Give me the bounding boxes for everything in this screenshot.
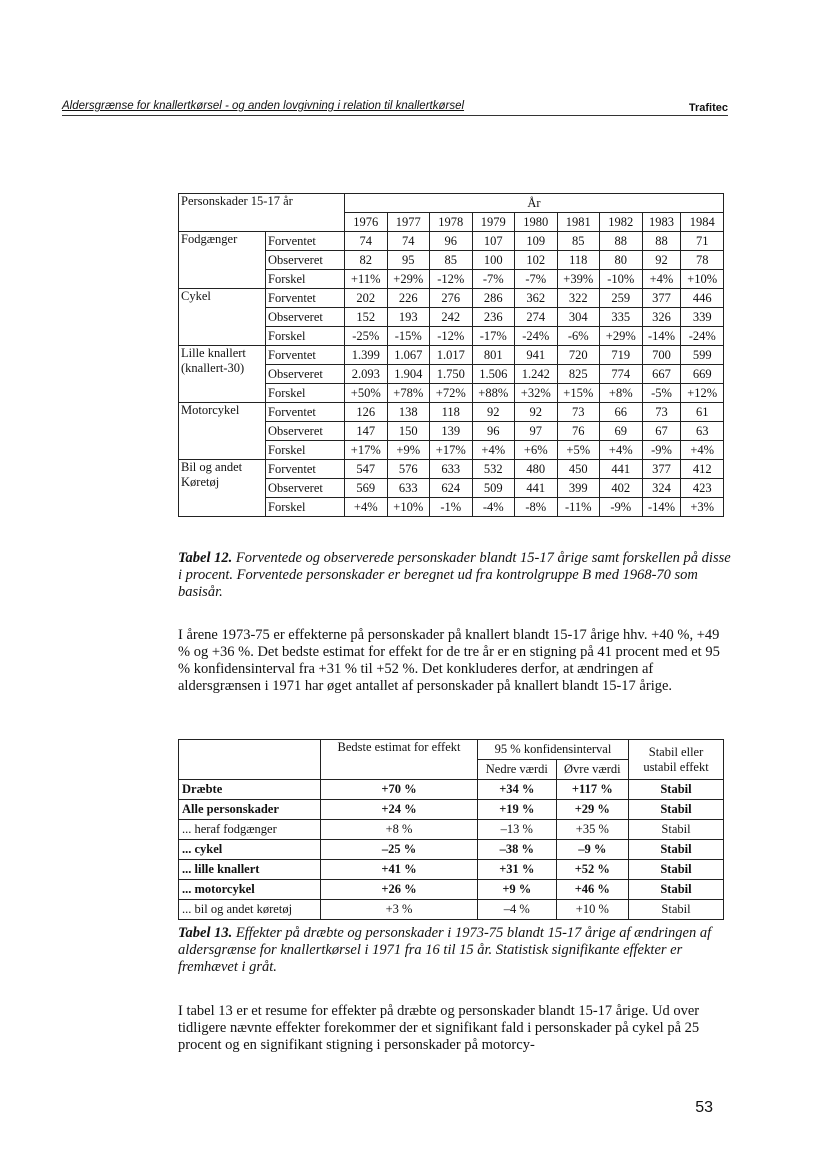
table-12-cell: 73 [557,403,600,422]
table-12-cell: 92 [515,403,558,422]
table-12-year-cell: 1979 [472,213,515,232]
table-12-cell: 109 [515,232,558,251]
table-13-row [179,800,724,820]
table-12-cell: +17% [430,441,473,460]
table-12-cell: 63 [681,422,724,441]
table-12-cell: -9% [600,498,643,517]
table-12-cell: +15% [557,384,600,403]
table-13-estimate: +24 % [321,800,478,820]
table-12-cell: 377 [642,289,681,308]
table-12-row [179,403,724,422]
table-13-row [179,880,724,900]
table-13-header-upper: Øvre værdi [556,760,628,780]
table-12-cell: 1.017 [430,346,473,365]
table-13-estimate: –25 % [321,840,478,860]
table-13-upper: –9 % [556,840,628,860]
table-12-year-cell: 1977 [387,213,430,232]
table-12-cell: 61 [681,403,724,422]
table-12-cell: 236 [472,308,515,327]
table-12-cell: 276 [430,289,473,308]
table-12-row-label: Observeret [266,365,345,384]
table-13-lower: +31 % [478,860,557,880]
caption-13-label: Tabel 13. [178,925,233,941]
table-12-cell: 633 [430,460,473,479]
table-13-stable: Stabil [629,880,724,900]
table-12-cell: 95 [387,251,430,270]
table-12-cell: 139 [430,422,473,441]
table-12-cell: -14% [642,498,681,517]
table-12-cell: 801 [472,346,515,365]
table-13-row-label: ... motorcykel [179,880,321,900]
header-rule [62,115,728,116]
table-12-cell: 97 [515,422,558,441]
table-12-cell: 402 [600,479,643,498]
table-12-cell: 1.242 [515,365,558,384]
table-12-cell: -7% [472,270,515,289]
table-13 [178,739,724,920]
table-12-cell: 339 [681,308,724,327]
table-12-cell: 335 [600,308,643,327]
table-12-row-label: Forskel [266,498,345,517]
table-13-estimate: +70 % [321,780,478,800]
table-12-cell: +10% [681,270,724,289]
table-12-cell: 667 [642,365,681,384]
table-13-header-ci: 95 % konfidensinterval [478,740,629,760]
paragraph-2: I tabel 13 er et resume for effekter på dræbte og personskader blandt 15-17 årige. Ud over tidligere nævnte effekter forekommer der et signifikant fald i personskader på cykel på 25 procent og en signifikant stigning i personskader på motorcy- [178,1003,700,1053]
table-12-cell: -11% [557,498,600,517]
table-12-cell: +17% [345,441,388,460]
table-12-cell: 480 [515,460,558,479]
table-13-stable: Stabil [629,800,724,820]
table-12-cell: +9% [387,441,430,460]
table-12-cell: 547 [345,460,388,479]
table-13-header-stable: Stabil eller ustabil effekt [629,740,724,780]
table-12-row-label: Observeret [266,308,345,327]
table-12-cell: 126 [345,403,388,422]
table-12-cell: 326 [642,308,681,327]
table-13-header-estimate: Bedste estimat for effekt [321,740,478,780]
table-12-cell: +78% [387,384,430,403]
table-12-cell: 599 [681,346,724,365]
table-12-row-label: Forventet [266,232,345,251]
table-12-group-label: Lille knallert (knallert-30) [179,346,266,403]
page-number: 53 [695,1099,713,1116]
table-12-cell: -10% [600,270,643,289]
table-13-upper: +117 % [556,780,628,800]
table-12-cell: -1% [430,498,473,517]
table-12-cell: 147 [345,422,388,441]
page-header [62,100,728,116]
table-12-cell: 88 [642,232,681,251]
table-12-cell: +50% [345,384,388,403]
table-13-estimate: +26 % [321,880,478,900]
table-12-cell: +3% [681,498,724,517]
table-13-lower: +9 % [478,880,557,900]
table-12-cell: 92 [642,251,681,270]
table-12-row-label: Forskel [266,327,345,346]
table-12-cell: 71 [681,232,724,251]
table-13-upper: +46 % [556,880,628,900]
table-12-cell: 66 [600,403,643,422]
table-12-cell: 76 [557,422,600,441]
table-12-cell: 202 [345,289,388,308]
table-12-group-label: Bil og andet Køretøj [179,460,266,517]
table-13-row [179,820,724,840]
table-12-cell: 624 [430,479,473,498]
table-12-cell: +72% [430,384,473,403]
caption-13-text: Effekter på dræbte og personskader i 1973-75 blandt 15-17 årige af ændringen af aldersgrænse for knallertkørsel i 1971 fra 16 til 15 år. Statistisk signifikante effekter er fremhævet i gråt. [178,925,712,975]
table-12-cell: 73 [642,403,681,422]
table-12-cell: -12% [430,327,473,346]
table-12-cell: 825 [557,365,600,384]
table-12-cell: 1.750 [430,365,473,384]
table-12-cell: +10% [387,498,430,517]
table-12-cell: 941 [515,346,558,365]
table-12-cell: +5% [557,441,600,460]
table-12-cell: 67 [642,422,681,441]
table-13-upper: +35 % [556,820,628,840]
table-12-cell: 450 [557,460,600,479]
table-12-cell: 399 [557,479,600,498]
table-13-stable: Stabil [629,820,724,840]
table-12 [178,193,724,517]
table-12-group-label: Cykel [179,289,266,346]
table-13-corner [179,740,321,780]
table-12-cell: 362 [515,289,558,308]
table-12-year-cell: 1983 [642,213,681,232]
table-13-row [179,840,724,860]
table-12-cell: 441 [515,479,558,498]
caption-13 [178,925,738,976]
table-12-year-cell: 1981 [557,213,600,232]
table-13-row-label: ... heraf fodgænger [179,820,321,840]
table-12-cell: -25% [345,327,388,346]
table-12-cell: 74 [387,232,430,251]
table-12-cell: +29% [387,270,430,289]
table-13-upper: +29 % [556,800,628,820]
table-12-cell: 1.399 [345,346,388,365]
table-12-cell: 85 [430,251,473,270]
table-12-row-label: Observeret [266,251,345,270]
table-12-cell: 774 [600,365,643,384]
table-12-cell: 1.904 [387,365,430,384]
table-12-row [179,460,724,479]
table-12-cell: 100 [472,251,515,270]
table-12-cell: 441 [600,460,643,479]
table-12-year-cell: 1982 [600,213,643,232]
paragraph-1: I årene 1973-75 er effekterne på personskader på knallert blandt 15-17 årige hhv. +40 %, +49 % og +36 %. Det bedste estimat for effekt for de tre år er en stigning på 41 procent med et 95 % konfidensinterval fra +31 % til +52 %. Det konkluderes derfor, at ændringen af aldersgrænsen i 1971 har øget antallet af personskader på knallert blandt 15-17 årige. [178,627,720,694]
header-title: Aldersgrænse for knallertkørsel - og anden lovgivning i relation til knallertkørsel [62,100,465,112]
table-12-cell: 377 [642,460,681,479]
table-13-lower: –4 % [478,900,557,920]
table-12-cell: 74 [345,232,388,251]
table-12-cell: +4% [345,498,388,517]
table-12-cell: +39% [557,270,600,289]
table-12-cell: -24% [681,327,724,346]
table-12-cell: 324 [642,479,681,498]
table-12-cell: 1.506 [472,365,515,384]
table-12-cell: 532 [472,460,515,479]
table-12-cell: 322 [557,289,600,308]
table-13-row-label: Alle personskader [179,800,321,820]
table-12-group-label: Fodgænger [179,232,266,289]
table-12-cell: +4% [600,441,643,460]
table-12-cell: 92 [472,403,515,422]
table-12-cell: -9% [642,441,681,460]
table-12-cell: 423 [681,479,724,498]
table-12-cell: 576 [387,460,430,479]
table-13-stable: Stabil [629,780,724,800]
table-13-row-label: ... bil og andet køretøj [179,900,321,920]
table-13-row [179,780,724,800]
table-13-stable: Stabil [629,900,724,920]
table-12-cell: 118 [557,251,600,270]
table-12-cell: -12% [430,270,473,289]
table-12-row-label: Forventet [266,346,345,365]
table-12-cell: +29% [600,327,643,346]
table-13-estimate: +41 % [321,860,478,880]
table-12-year-cell: 1976 [345,213,388,232]
table-13-stable: Stabil [629,860,724,880]
table-13-lower: –13 % [478,820,557,840]
table-12-corner: Personskader 15-17 år [179,194,345,232]
table-12-cell: +4% [642,270,681,289]
table-12-cell: 102 [515,251,558,270]
table-12-cell: -8% [515,498,558,517]
table-12-cell: +4% [681,441,724,460]
table-13-lower: +19 % [478,800,557,820]
table-12-cell: +8% [600,384,643,403]
table-12-cell: 633 [387,479,430,498]
table-12-year-cell: 1984 [681,213,724,232]
table-12-row-label: Forskel [266,384,345,403]
table-12-cell: 226 [387,289,430,308]
table-12-cell: 242 [430,308,473,327]
caption-12-text: Forventede og observerede personskader blandt 15-17 årige samt forskellen på disse i procent. Forventede personskader er beregnet ud fra kontrolgruppe B med 1968-70 som basisår. [178,550,731,600]
table-12-cell: 107 [472,232,515,251]
caption-12-label: Tabel 12. [178,550,233,566]
table-12-cell: -7% [515,270,558,289]
table-12-cell: -6% [557,327,600,346]
table-12-year-heading: År [345,194,724,213]
table-12-cell: 193 [387,308,430,327]
table-12-row-label: Forventet [266,403,345,422]
table-12-cell: 304 [557,308,600,327]
table-12-cell: +11% [345,270,388,289]
table-12-cell: 85 [557,232,600,251]
table-13-upper: +52 % [556,860,628,880]
table-13-row-label: ... cykel [179,840,321,860]
table-12-cell: 446 [681,289,724,308]
table-12-cell: -17% [472,327,515,346]
table-12-cell: 569 [345,479,388,498]
table-12-cell: +88% [472,384,515,403]
table-12-row-label: Forskel [266,441,345,460]
table-12-group-label: Motorcykel [179,403,266,460]
table-12-header-row [179,194,724,213]
table-13-stable: Stabil [629,840,724,860]
table-12-cell: 412 [681,460,724,479]
table-12-cell: +32% [515,384,558,403]
table-12-cell: 80 [600,251,643,270]
table-12-cell: 88 [600,232,643,251]
table-12-cell: 96 [430,232,473,251]
table-12-cell: 96 [472,422,515,441]
table-12-cell: 274 [515,308,558,327]
table-13-lower: –38 % [478,840,557,860]
table-12-cell: 719 [600,346,643,365]
table-13-row-label: ... lille knallert [179,860,321,880]
table-13-row [179,860,724,880]
table-12-cell: -5% [642,384,681,403]
table-12-cell: -4% [472,498,515,517]
table-13-header-row [179,740,724,760]
table-12-cell: 69 [600,422,643,441]
table-12-cell: +4% [472,441,515,460]
table-13-row-label: Dræbte [179,780,321,800]
table-12-cell: +12% [681,384,724,403]
caption-12 [178,550,738,601]
table-12-cell: 259 [600,289,643,308]
table-12-cell: 82 [345,251,388,270]
table-12-cell: 286 [472,289,515,308]
table-12-cell: 669 [681,365,724,384]
table-12-cell: 700 [642,346,681,365]
table-13-row [179,900,724,920]
table-12-row-label: Forskel [266,270,345,289]
table-12-cell: 152 [345,308,388,327]
table-12-cell: 118 [430,403,473,422]
header-brand: Trafitec [688,102,728,114]
table-12-cell: 138 [387,403,430,422]
table-13-upper: +10 % [556,900,628,920]
table-12-row-label: Forventet [266,289,345,308]
table-12-cell: -14% [642,327,681,346]
table-12-row-label: Observeret [266,479,345,498]
table-12-row [179,289,724,308]
table-12-year-cell: 1980 [515,213,558,232]
table-12-cell: 2.093 [345,365,388,384]
table-12-cell: 720 [557,346,600,365]
table-12-cell: -24% [515,327,558,346]
table-12-row-label: Forventet [266,460,345,479]
table-12-row-label: Observeret [266,422,345,441]
table-12-cell: +6% [515,441,558,460]
table-12-row [179,232,724,251]
table-12-cell: 78 [681,251,724,270]
table-13-header-lower: Nedre værdi [478,760,557,780]
table-12-cell: 150 [387,422,430,441]
table-13-lower: +34 % [478,780,557,800]
table-12-year-cell: 1978 [430,213,473,232]
table-12-cell: 1.067 [387,346,430,365]
table-12-cell: -15% [387,327,430,346]
table-12-cell: 509 [472,479,515,498]
table-13-estimate: +3 % [321,900,478,920]
table-12-row [179,346,724,365]
table-13-estimate: +8 % [321,820,478,840]
